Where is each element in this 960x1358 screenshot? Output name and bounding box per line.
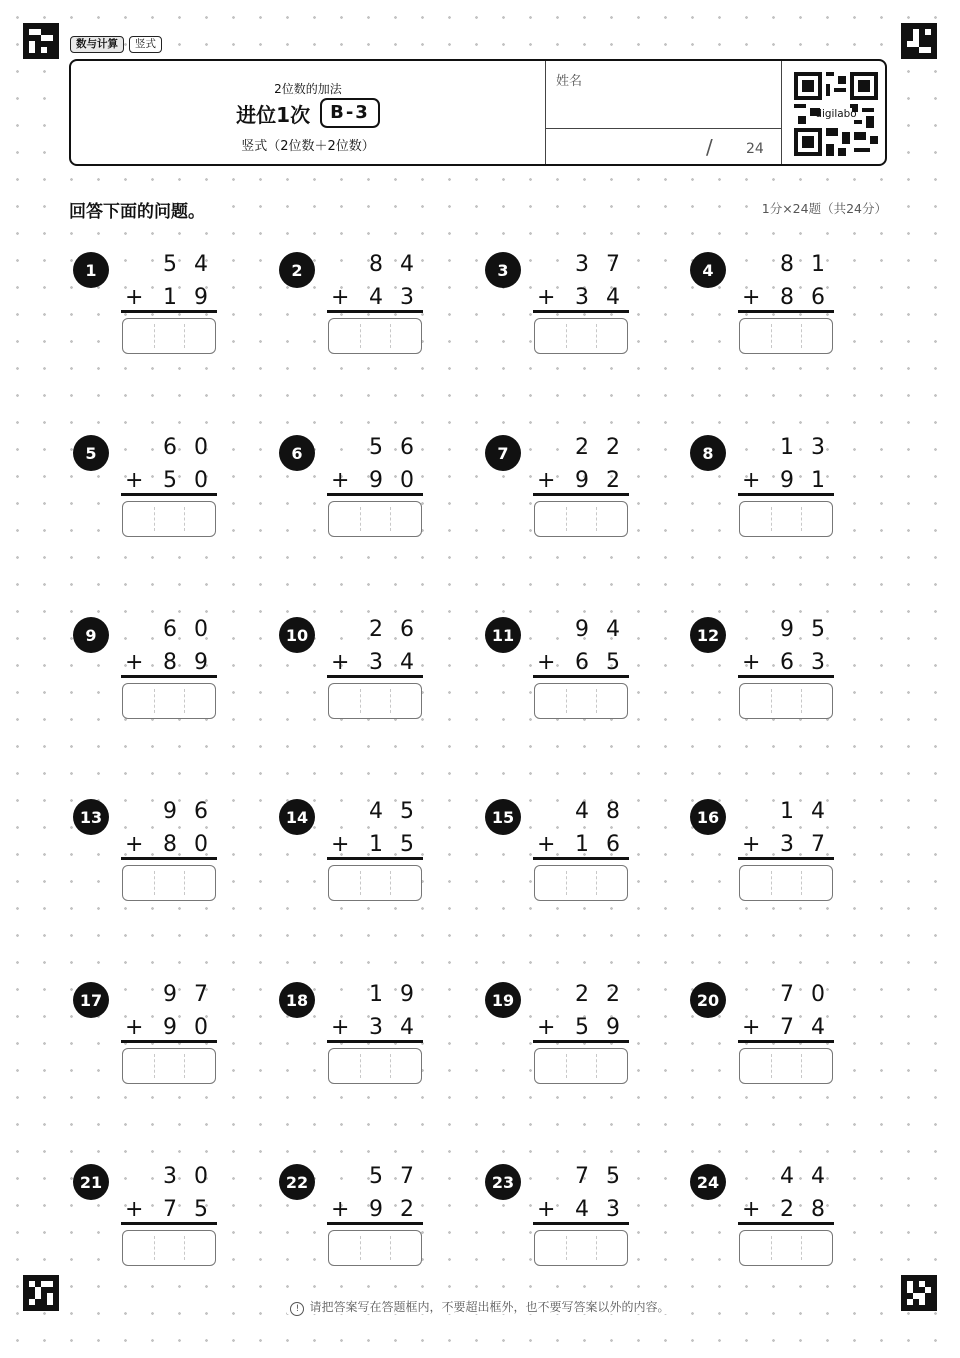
addend-1-ones: 4 xyxy=(811,799,825,824)
qr-caption: digilabo xyxy=(815,108,857,121)
problem-item xyxy=(73,982,273,1092)
answer-box[interactable] xyxy=(739,1048,833,1084)
addend-2-tens: 4 xyxy=(369,285,383,310)
addend-2-tens: 6 xyxy=(575,650,589,675)
addend-2-ones: 7 xyxy=(811,832,825,857)
answer-box[interactable] xyxy=(328,865,422,901)
problem-item xyxy=(279,435,479,545)
problem-item xyxy=(690,982,890,1092)
answer-box-divider xyxy=(360,871,361,895)
addend-1-tens: 8 xyxy=(369,252,383,277)
problem-number: 15 xyxy=(485,799,521,835)
addend-1-tens: 4 xyxy=(369,799,383,824)
addend-2-ones: 4 xyxy=(606,285,620,310)
answer-box-divider xyxy=(154,324,155,348)
addend-1-ones: 5 xyxy=(606,1164,620,1189)
plus-operator: + xyxy=(125,1015,144,1040)
name-score-block xyxy=(545,61,782,164)
plus-operator: + xyxy=(125,650,144,675)
addend-1-tens: 8 xyxy=(780,252,794,277)
qr-code-icon xyxy=(794,72,878,156)
problem-item xyxy=(73,1164,273,1274)
addend-1-ones: 7 xyxy=(606,252,620,277)
problem-number: 1 xyxy=(73,252,109,288)
addend-1-ones: 7 xyxy=(400,1164,414,1189)
answer-box-divider xyxy=(566,871,567,895)
addend-1-tens: 2 xyxy=(575,982,589,1007)
answer-box-divider xyxy=(390,1054,391,1078)
sum-line xyxy=(533,857,629,860)
answer-box-divider xyxy=(184,1054,185,1078)
answer-box-divider xyxy=(360,324,361,348)
addend-2-ones: 6 xyxy=(606,832,620,857)
title-block xyxy=(71,61,545,164)
answer-box-divider xyxy=(390,324,391,348)
addend-2-ones: 5 xyxy=(606,650,620,675)
answer-box-divider xyxy=(801,871,802,895)
addend-2-tens: 3 xyxy=(369,650,383,675)
addend-2-tens: 8 xyxy=(780,285,794,310)
sum-line xyxy=(533,1222,629,1225)
problem-item xyxy=(690,617,890,727)
worksheet-header xyxy=(69,59,887,166)
addend-1-ones: 2 xyxy=(606,435,620,460)
answer-box-divider xyxy=(154,1054,155,1078)
plus-operator: + xyxy=(742,468,761,493)
problem-number: 21 xyxy=(73,1164,109,1200)
addend-1-ones: 6 xyxy=(400,617,414,642)
sum-line xyxy=(738,1040,834,1043)
addend-1-ones: 5 xyxy=(811,617,825,642)
addend-2-tens: 3 xyxy=(369,1015,383,1040)
plus-operator: + xyxy=(331,832,350,857)
plus-operator: + xyxy=(125,285,144,310)
sum-line xyxy=(738,310,834,313)
answer-box-divider xyxy=(596,324,597,348)
problem-number: 22 xyxy=(279,1164,315,1200)
answer-box[interactable] xyxy=(534,318,628,354)
answer-box-divider xyxy=(360,507,361,531)
answer-box[interactable] xyxy=(739,501,833,537)
sum-line xyxy=(121,1222,217,1225)
answer-box-divider xyxy=(801,1236,802,1260)
addend-2-ones: 8 xyxy=(811,1197,825,1222)
answer-box[interactable] xyxy=(328,683,422,719)
addend-2-ones: 3 xyxy=(811,650,825,675)
sum-line xyxy=(738,1222,834,1225)
addend-1-ones: 4 xyxy=(606,617,620,642)
answer-box-divider xyxy=(154,1236,155,1260)
problem-number: 19 xyxy=(485,982,521,1018)
addend-2-tens: 7 xyxy=(780,1015,794,1040)
addend-1-ones: 0 xyxy=(811,982,825,1007)
sum-line xyxy=(327,493,423,496)
addend-1-tens: 7 xyxy=(575,1164,589,1189)
problem-number: 2 xyxy=(279,252,315,288)
problem-item xyxy=(485,982,685,1092)
addend-1-tens: 2 xyxy=(575,435,589,460)
addend-2-tens: 7 xyxy=(163,1197,177,1222)
addend-2-tens: 9 xyxy=(575,468,589,493)
addend-1-ones: 6 xyxy=(194,799,208,824)
answer-box-divider xyxy=(184,1236,185,1260)
sum-line xyxy=(121,310,217,313)
addend-1-tens: 4 xyxy=(575,799,589,824)
answer-box-divider xyxy=(801,689,802,713)
sum-line xyxy=(533,675,629,678)
addend-2-ones: 5 xyxy=(194,1197,208,1222)
answer-box[interactable] xyxy=(534,1048,628,1084)
plus-operator: + xyxy=(537,285,556,310)
answer-box[interactable] xyxy=(739,683,833,719)
problem-item xyxy=(279,982,479,1092)
sum-line xyxy=(533,1040,629,1043)
addend-1-ones: 0 xyxy=(194,617,208,642)
addend-1-ones: 4 xyxy=(400,252,414,277)
sum-line xyxy=(738,493,834,496)
problem-item xyxy=(279,617,479,727)
problem-number: 11 xyxy=(485,617,521,653)
answer-box-divider xyxy=(390,507,391,531)
sum-line xyxy=(327,675,423,678)
addend-1-tens: 5 xyxy=(369,1164,383,1189)
addend-2-ones: 1 xyxy=(811,468,825,493)
problem-number: 7 xyxy=(485,435,521,471)
plus-operator: + xyxy=(537,832,556,857)
answer-box-divider xyxy=(566,689,567,713)
title-row xyxy=(71,98,545,128)
problem-item xyxy=(73,617,273,727)
answer-box-divider xyxy=(771,689,772,713)
addend-1-tens: 4 xyxy=(780,1164,794,1189)
answer-box-divider xyxy=(154,689,155,713)
sum-line xyxy=(327,857,423,860)
plus-operator: + xyxy=(742,1197,761,1222)
info-icon: ! xyxy=(290,1302,304,1316)
problem-number: 8 xyxy=(690,435,726,471)
sum-line xyxy=(533,493,629,496)
answer-box[interactable] xyxy=(328,1048,422,1084)
plus-operator: + xyxy=(331,1015,350,1040)
addend-2-tens: 9 xyxy=(369,468,383,493)
answer-box-divider xyxy=(360,1054,361,1078)
plus-operator: + xyxy=(742,832,761,857)
addend-2-ones: 9 xyxy=(194,650,208,675)
score-slash: / xyxy=(706,135,713,159)
problem-number: 17 xyxy=(73,982,109,1018)
addend-1-ones: 0 xyxy=(194,1164,208,1189)
answer-box[interactable] xyxy=(739,318,833,354)
plus-operator: + xyxy=(537,650,556,675)
answer-box-divider xyxy=(771,507,772,531)
addend-2-tens: 4 xyxy=(575,1197,589,1222)
problem-item xyxy=(690,1164,890,1274)
corner-marker-top-left-icon xyxy=(23,23,59,59)
addend-1-tens: 3 xyxy=(163,1164,177,1189)
sum-line xyxy=(121,857,217,860)
problem-item xyxy=(279,799,479,909)
answer-box[interactable] xyxy=(739,1230,833,1266)
addend-1-ones: 5 xyxy=(400,799,414,824)
tag-vertical-format: 竖式 xyxy=(129,36,162,53)
addend-2-ones: 9 xyxy=(606,1015,620,1040)
addend-2-tens: 1 xyxy=(575,832,589,857)
addend-2-tens: 9 xyxy=(780,468,794,493)
addend-2-ones: 0 xyxy=(194,1015,208,1040)
addend-1-tens: 6 xyxy=(163,617,177,642)
addend-2-ones: 3 xyxy=(606,1197,620,1222)
problem-number: 18 xyxy=(279,982,315,1018)
addend-2-tens: 6 xyxy=(780,650,794,675)
problem-number: 4 xyxy=(690,252,726,288)
answer-box-divider xyxy=(390,1236,391,1260)
problem-item xyxy=(690,252,890,362)
problem-number: 14 xyxy=(279,799,315,835)
answer-box-divider xyxy=(390,689,391,713)
addend-1-tens: 1 xyxy=(780,799,794,824)
problem-item xyxy=(485,617,685,727)
problem-number: 20 xyxy=(690,982,726,1018)
plus-operator: + xyxy=(125,832,144,857)
answer-box[interactable] xyxy=(328,501,422,537)
problem-item xyxy=(485,435,685,545)
sum-line xyxy=(121,493,217,496)
answer-box[interactable] xyxy=(122,318,216,354)
addend-2-tens: 3 xyxy=(575,285,589,310)
plus-operator: + xyxy=(537,1197,556,1222)
answer-box-divider xyxy=(596,507,597,531)
answer-box-divider xyxy=(184,324,185,348)
score-total: 24 xyxy=(746,141,764,157)
answer-box-divider xyxy=(596,1236,597,1260)
addend-2-ones: 6 xyxy=(811,285,825,310)
addend-1-ones: 9 xyxy=(400,982,414,1007)
addend-1-tens: 1 xyxy=(369,982,383,1007)
answer-box-divider xyxy=(801,1054,802,1078)
answer-box-divider xyxy=(566,1236,567,1260)
addend-2-ones: 5 xyxy=(400,832,414,857)
answer-box-divider xyxy=(771,871,772,895)
addend-2-tens: 8 xyxy=(163,650,177,675)
addend-1-tens: 9 xyxy=(575,617,589,642)
problem-item xyxy=(279,1164,479,1274)
scoring-info: 1分×24题（共24分） xyxy=(761,201,887,216)
answer-box[interactable] xyxy=(122,1048,216,1084)
problem-item xyxy=(485,799,685,909)
plus-operator: + xyxy=(331,1197,350,1222)
footer-text: 请把答案写在答题框内，不要超出框外，也不要写答案以外的内容。 xyxy=(309,1300,670,1314)
answer-box-divider xyxy=(154,507,155,531)
addend-1-ones: 3 xyxy=(811,435,825,460)
answer-box-divider xyxy=(566,507,567,531)
problem-item xyxy=(690,799,890,909)
worksheet-subtitle: 2位数的加法 xyxy=(274,82,342,96)
problem-item xyxy=(279,252,479,362)
answer-box-divider xyxy=(360,689,361,713)
problem-number: 3 xyxy=(485,252,521,288)
problem-number: 16 xyxy=(690,799,726,835)
sum-line xyxy=(738,675,834,678)
category-tags xyxy=(70,36,162,53)
addend-2-ones: 0 xyxy=(194,832,208,857)
addend-2-tens: 8 xyxy=(163,832,177,857)
addend-1-tens: 1 xyxy=(780,435,794,460)
addend-2-tens: 9 xyxy=(369,1197,383,1222)
answer-box[interactable] xyxy=(534,501,628,537)
plus-operator: + xyxy=(742,285,761,310)
name-field-label: 姓名 xyxy=(556,74,583,89)
problem-number: 10 xyxy=(279,617,315,653)
addend-1-tens: 5 xyxy=(369,435,383,460)
addend-2-tens: 2 xyxy=(780,1197,794,1222)
score-field xyxy=(546,128,782,167)
answer-box-divider xyxy=(566,324,567,348)
answer-box-divider xyxy=(184,689,185,713)
worksheet-description: 竖式（2位数＋2位数） xyxy=(241,139,375,154)
plus-operator: + xyxy=(125,1197,144,1222)
answer-box-divider xyxy=(596,689,597,713)
problem-number: 24 xyxy=(690,1164,726,1200)
addend-1-tens: 5 xyxy=(163,252,177,277)
answer-box-divider xyxy=(566,1054,567,1078)
answer-box-divider xyxy=(801,507,802,531)
answer-box[interactable] xyxy=(122,683,216,719)
sum-line xyxy=(327,1040,423,1043)
sum-line xyxy=(327,310,423,313)
instruction-text: 回答下面的问题。 xyxy=(69,197,209,222)
answer-box[interactable] xyxy=(122,1230,216,1266)
addend-2-tens: 3 xyxy=(780,832,794,857)
plus-operator: + xyxy=(331,285,350,310)
answer-box[interactable] xyxy=(534,683,628,719)
problem-number: 23 xyxy=(485,1164,521,1200)
problem-item xyxy=(73,252,273,362)
sum-line xyxy=(738,857,834,860)
addend-1-tens: 9 xyxy=(163,982,177,1007)
answer-box-divider xyxy=(390,871,391,895)
addend-1-tens: 7 xyxy=(780,982,794,1007)
level-badge: B-3 xyxy=(320,98,380,128)
answer-box-divider xyxy=(360,1236,361,1260)
addend-2-ones: 0 xyxy=(400,468,414,493)
sum-line xyxy=(327,1222,423,1225)
plus-operator: + xyxy=(537,468,556,493)
addend-1-ones: 8 xyxy=(606,799,620,824)
answer-box[interactable] xyxy=(328,318,422,354)
addend-1-ones: 1 xyxy=(811,252,825,277)
answer-box[interactable] xyxy=(122,865,216,901)
addend-1-ones: 4 xyxy=(194,252,208,277)
addend-2-ones: 2 xyxy=(400,1197,414,1222)
sum-line xyxy=(121,675,217,678)
addend-2-tens: 9 xyxy=(163,1015,177,1040)
answer-box-divider xyxy=(596,871,597,895)
addend-2-ones: 4 xyxy=(400,1015,414,1040)
answer-box-divider xyxy=(771,1236,772,1260)
addend-1-ones: 6 xyxy=(400,435,414,460)
addend-1-tens: 3 xyxy=(575,252,589,277)
addend-2-tens: 1 xyxy=(369,832,383,857)
plus-operator: + xyxy=(331,468,350,493)
answer-box[interactable] xyxy=(739,865,833,901)
addend-1-tens: 9 xyxy=(780,617,794,642)
answer-box-divider xyxy=(184,871,185,895)
problem-number: 12 xyxy=(690,617,726,653)
addend-1-tens: 6 xyxy=(163,435,177,460)
addend-2-ones: 2 xyxy=(606,468,620,493)
problem-item xyxy=(485,1164,685,1274)
plus-operator: + xyxy=(742,650,761,675)
plus-operator: + xyxy=(331,650,350,675)
answer-box[interactable] xyxy=(122,501,216,537)
answer-box-divider xyxy=(801,324,802,348)
addend-2-ones: 4 xyxy=(400,650,414,675)
problem-item xyxy=(73,435,273,545)
problem-item xyxy=(73,799,273,909)
problem-number: 6 xyxy=(279,435,315,471)
plus-operator: + xyxy=(125,468,144,493)
answer-box[interactable] xyxy=(328,1230,422,1266)
problem-number: 9 xyxy=(73,617,109,653)
addend-2-tens: 1 xyxy=(163,285,177,310)
answer-box-divider xyxy=(596,1054,597,1078)
plus-operator: + xyxy=(742,1015,761,1040)
problem-item xyxy=(485,252,685,362)
addend-1-ones: 4 xyxy=(811,1164,825,1189)
addend-2-ones: 9 xyxy=(194,285,208,310)
addend-1-ones: 0 xyxy=(194,435,208,460)
sum-line xyxy=(121,1040,217,1043)
addend-2-ones: 4 xyxy=(811,1015,825,1040)
worksheet-title: 进位1次 xyxy=(236,102,311,127)
answer-box[interactable] xyxy=(534,1230,628,1266)
addend-1-tens: 2 xyxy=(369,617,383,642)
addend-2-ones: 3 xyxy=(400,285,414,310)
addend-1-ones: 2 xyxy=(606,982,620,1007)
addend-2-tens: 5 xyxy=(575,1015,589,1040)
problem-item xyxy=(690,435,890,545)
answer-box[interactable] xyxy=(534,865,628,901)
sum-line xyxy=(533,310,629,313)
answer-box-divider xyxy=(154,871,155,895)
addend-1-ones: 7 xyxy=(194,982,208,1007)
plus-operator: + xyxy=(537,1015,556,1040)
problem-number: 5 xyxy=(73,435,109,471)
corner-marker-top-right-icon xyxy=(901,23,937,59)
answer-box-divider xyxy=(771,1054,772,1078)
addend-1-tens: 9 xyxy=(163,799,177,824)
answer-box-divider xyxy=(184,507,185,531)
qr-block xyxy=(781,61,886,164)
addend-2-tens: 5 xyxy=(163,468,177,493)
addend-2-ones: 0 xyxy=(194,468,208,493)
answer-box-divider xyxy=(771,324,772,348)
problem-number: 13 xyxy=(73,799,109,835)
tag-number-calculation: 数与计算 xyxy=(70,36,124,53)
footer-note xyxy=(0,1298,960,1316)
